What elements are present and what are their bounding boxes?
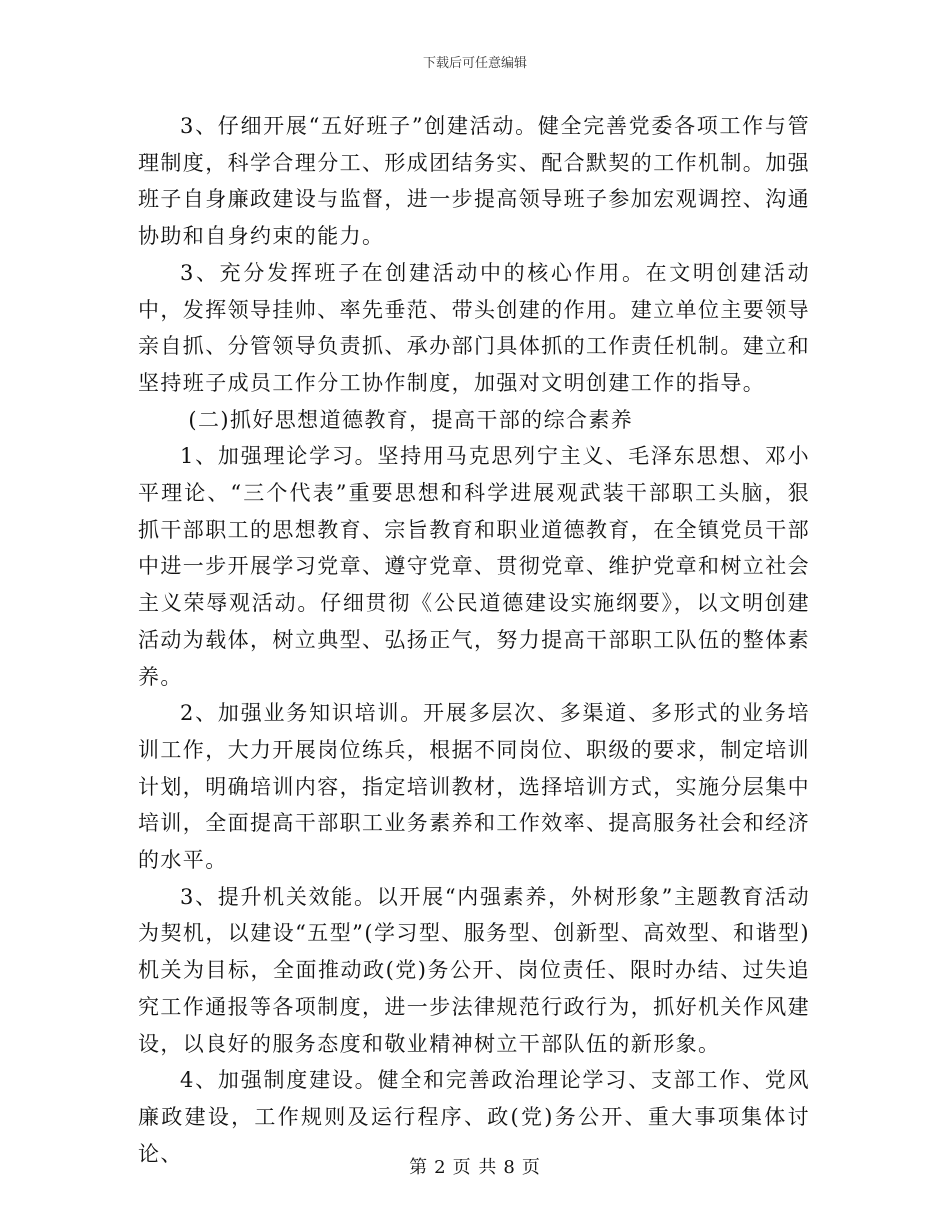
paragraph-office-efficiency: 3、提升机关效能。以开展“内强素养，外树形象”主题教育活动为契机，以建设“五型”(学习型、服务型、创新型、高效型、和谐型)机关为目标，全面推动政(党)务公开、岗位责任、限时办结、过失追究工作通报等各项制度，进一步法律规范行政行为，抓好机关作风建设，以良好的服务态度和敬业精神树立干部队伍的新形象。 — [138, 884, 810, 1056]
paragraph-theory-study: 1、加强理论学习。坚持用马克思列宁主义、毛泽东思想、邓小平理论、“三个代表”重要思想和科学进展观武装干部职工头脑，狠抓干部职工的思想教育、宗旨教育和职业道德教育，在全镇党员干部中进一步开展学习党章、遵守党章、贯彻党章、维护党章和树立社会主义荣辱观活动。仔细贯彻《公民道德建设实施纲要》，以文明创建活动为载体，树立典型、弘扬正气，努力提高干部职工队伍的整体素养。 — [138, 444, 810, 689]
paragraph-five-good-team: 3、仔细开展“五好班子”创建活动。健全完善党委各项工作与管理制度，科学合理分工、形成团结务实、配合默契的工作机制。加强班子自身廉政建设与监督，进一步提高领导班子参加宏观调控、沟通协助和自身约束的能力。 — [138, 114, 810, 249]
footer-prefix: 第 — [409, 1157, 429, 1178]
paragraph-system-building: 4、加强制度建设。健全和完善政治理论学习、支部工作、党风廉政建设，工作规则及运行程序、政(党)务公开、重大事项集体讨论、 — [138, 1068, 810, 1166]
paragraph-business-training: 2、加强业务知识培训。开展多层次、多渠道、多形式的业务培训工作，大力开展岗位练兵，根据不同岗位、职级的要求，制定培训计划，明确培训内容，指定培训教材，选择培训方式，实施分层集中培训，全面提高干部职工业务素养和工作效率、提高服务社会和经济的水平。 — [138, 701, 810, 873]
footer-suffix: 页 — [521, 1157, 541, 1178]
section-heading-moral-education: (二)抓好思想道德教育，提高干部的综合素养 — [188, 407, 634, 432]
page-number-footer — [0, 1153, 950, 1179]
paragraph-core-role: 3、充分发挥班子在创建活动中的核心作用。在文明创建活动中，发挥领导挂帅、率先垂范、带头创建的作用。建立单位主要领导亲自抓、分管领导负责抓、承办部门具体抓的工作责任机制。建立和坚持班子成员工作分工协作制度，加强对文明创建工作的指导。 — [138, 260, 810, 395]
page-header-note: 下载后可任意编辑 — [422, 56, 527, 71]
footer-page-number: 2 — [434, 1157, 447, 1178]
footer-total-pages: 8 — [503, 1157, 516, 1178]
document-body — [138, 108, 810, 1172]
footer-middle: 页 共 — [452, 1157, 498, 1178]
